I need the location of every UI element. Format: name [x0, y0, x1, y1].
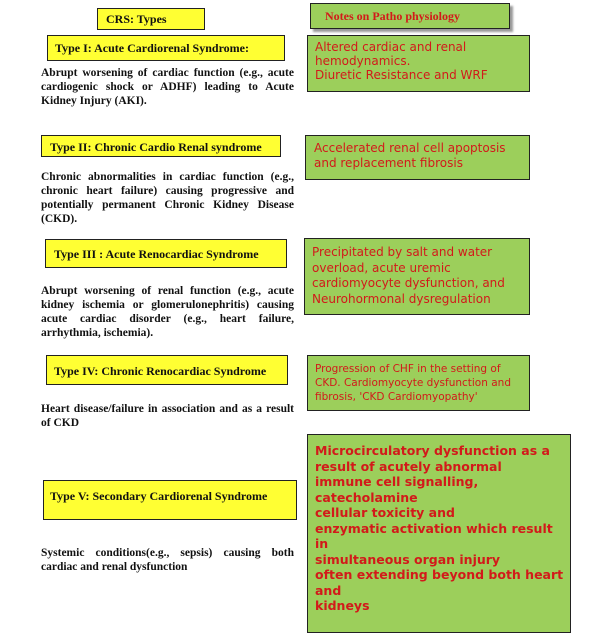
- type-1-label-text: Type I: Acute Cardiorenal Syndrome:: [55, 41, 249, 55]
- type-5-note: [307, 434, 571, 633]
- notes-title-text: Notes on Patho physiology: [325, 9, 461, 23]
- type-4-description: Heart disease/failure in association and as a result of CKD: [41, 403, 294, 429]
- type-5-label-text: Type V: Secondary Cardiorenal Syndrome: [50, 489, 268, 503]
- type-3-description: Abrupt worsening of renal function (e.g., acute kidney ischemia or glomerulonephritis) causing acute cardiac disorder (e.g., heart failure, arrhythmia, ischemia).: [41, 285, 294, 339]
- type-5-label: [43, 480, 297, 520]
- type-4-label-text: Type IV: Chronic Renocardiac Syndrome: [54, 364, 267, 378]
- type-1-note-text: Altered cardiac and renal hemodynamics. Diuretic Resistance and WRF: [315, 40, 488, 82]
- type-1-note: [307, 35, 530, 92]
- type-4-note: [307, 355, 530, 411]
- type-1-description: Abrupt worsening of cardiac function (e.g., acute cardiogenic shock or ADHF) leading to Acute Kidney Injury (AKI).: [41, 67, 294, 107]
- type-5-note-text: Microcirculatory dysfunction as a result of acutely abnormal immune cell signalling, catecholamine cellular toxicity and enzymatic activation which result in simultaneous organ injury often extending beyond both heart and kidneys: [315, 443, 564, 613]
- type-2-note-text: Accelerated renal cell apoptosis and replacement fibrosis: [314, 141, 506, 170]
- type-3-label: [45, 239, 287, 268]
- type-1-label: [47, 35, 285, 61]
- notes-title-box: [310, 3, 510, 29]
- type-2-note: [305, 135, 530, 180]
- type-2-label: [41, 135, 281, 157]
- crs-types-title: [97, 8, 205, 30]
- type-3-note: [304, 238, 530, 315]
- type-3-label-text: Type III : Acute Renocardiac Syndrome: [54, 247, 259, 261]
- type-5-description: Systemic conditions(e.g., sepsis) causing both cardiac and renal dysfunction: [41, 547, 294, 573]
- type-2-label-text: Type II: Chronic Cardio Renal syndrome: [50, 140, 262, 154]
- type-4-note-text: Progression of CHF in the setting of CKD. Cardiomyocyte dysfunction and fibrosis, 'CKD Cardiomyopathy': [315, 363, 511, 403]
- crs-types-title-text: CRS: Types: [106, 12, 167, 26]
- type-4-label: [46, 355, 288, 385]
- type-3-note-text: Precipitated by salt and water overload, acute uremic cardiomyocyte dysfunction, and Neurohormonal dysregulation: [312, 245, 505, 306]
- type-2-description: Chronic abnormalities in cardiac function (e.g., chronic heart failure) causing progressive and potentially permanent Chronic Kidney Disease (CKD).: [41, 171, 294, 225]
